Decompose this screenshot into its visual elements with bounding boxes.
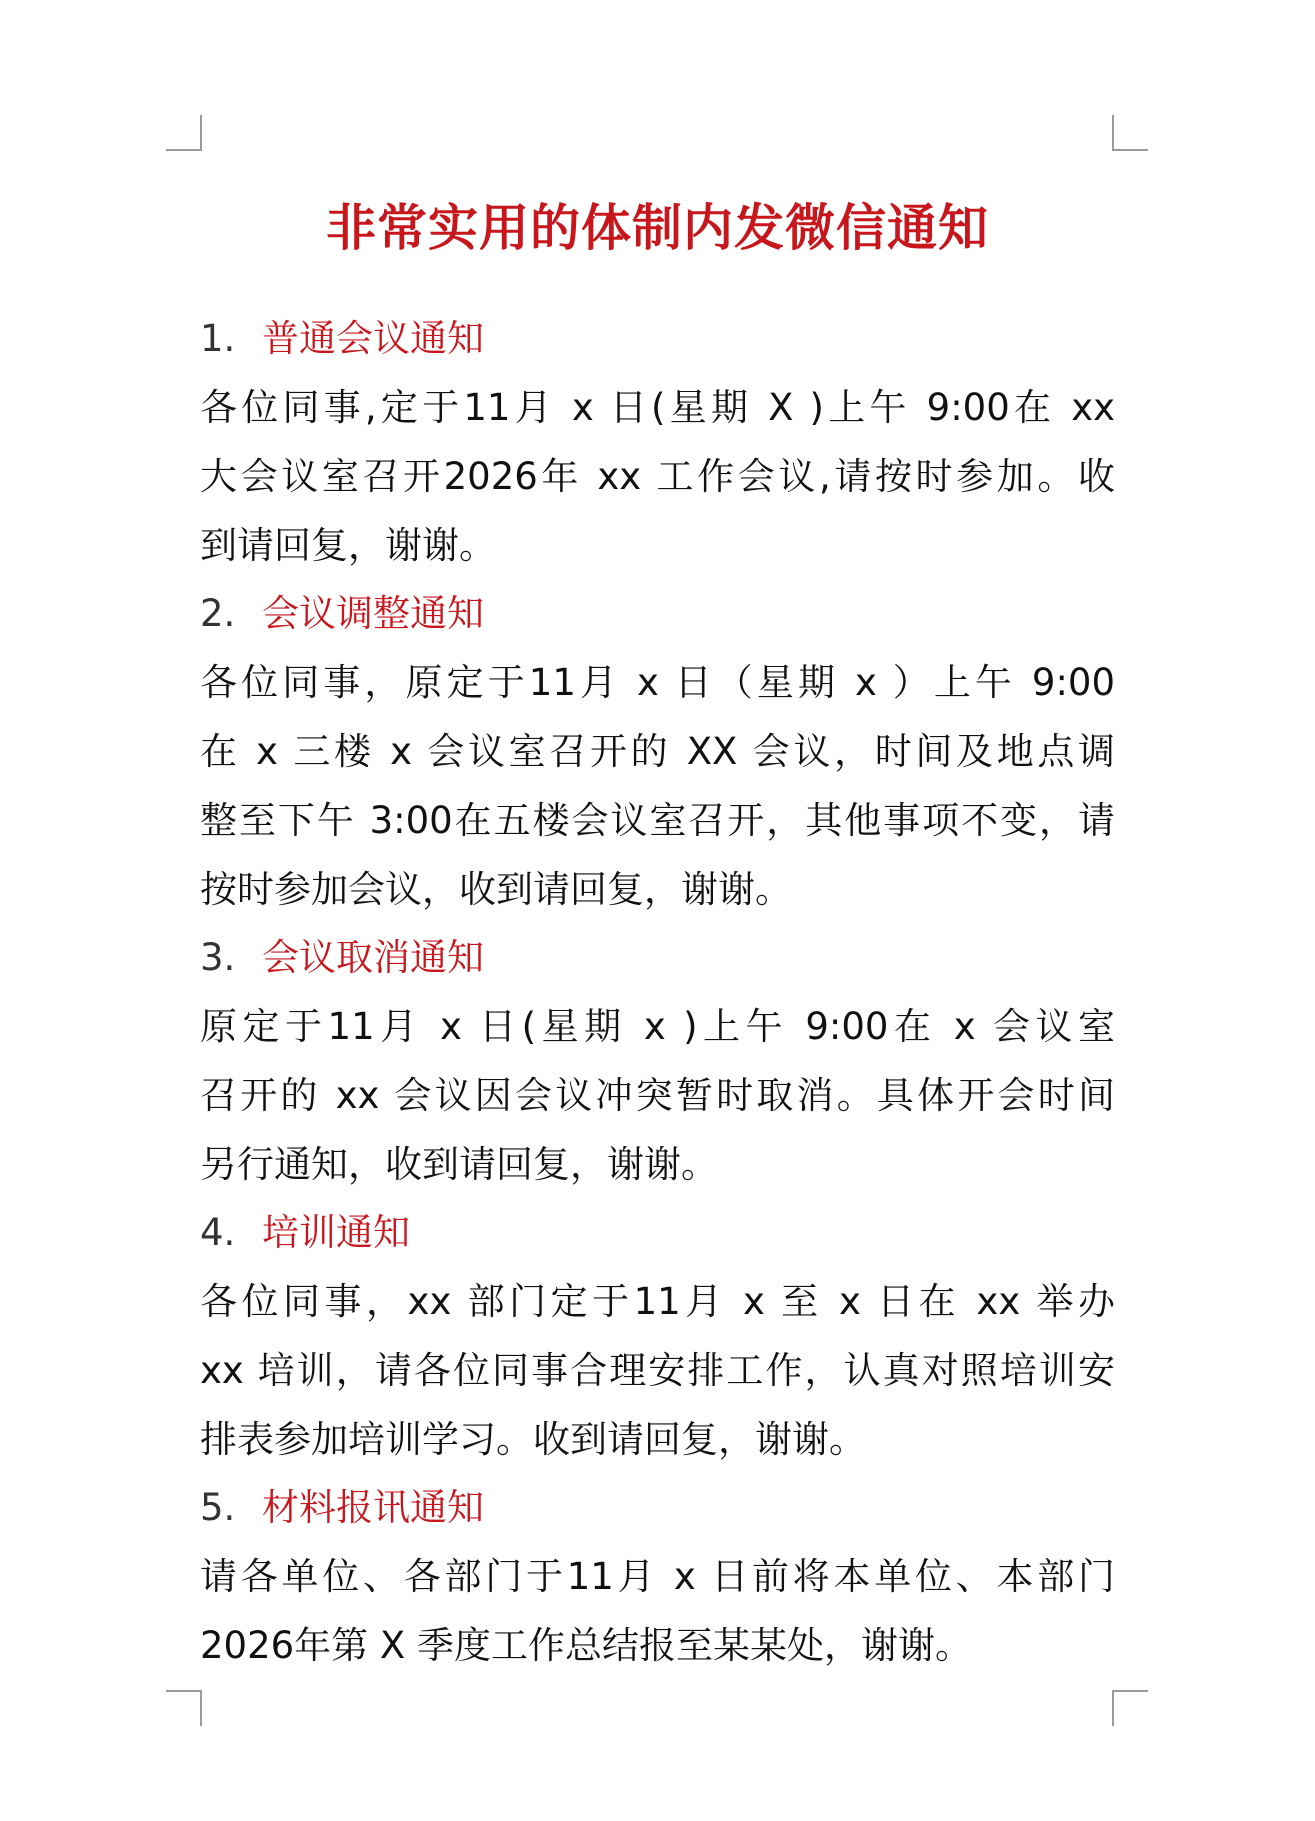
body-line: 2026年第 X 季度工作总结报至某某处，谢谢。 xyxy=(200,1624,973,1667)
section-number: 5. xyxy=(200,1486,236,1529)
body-line: 到请回复，谢谢。 xyxy=(200,524,496,567)
body-line: 召开的 xx 会议因会议冲突暂时取消。具体开会时间 xyxy=(200,1074,1115,1117)
section-label: 普通会议通知 xyxy=(262,317,484,360)
crop-mark-bottom-left xyxy=(166,1690,202,1726)
section-heading xyxy=(200,1474,1115,1542)
section-body xyxy=(200,992,1115,1199)
section-number: 4. xyxy=(200,1211,236,1254)
section-meeting-adjustment xyxy=(200,580,1115,924)
body-line: 在 x 三楼 x 会议室召开的 XX 会议，时间及地点调 xyxy=(200,730,1115,773)
body-line: 按时参加会议，收到请回复，谢谢。 xyxy=(200,868,792,911)
body-line: 排表参加培训学习。收到请回复，谢谢。 xyxy=(200,1418,866,1461)
body-line: 各位同事,定于11月 x 日(星期 X )上午 9:00在 xx xyxy=(200,386,1115,429)
crop-mark-top-left xyxy=(166,115,202,151)
section-heading xyxy=(200,580,1115,648)
body-line: 各位同事，原定于11月 x 日（星期 x ）上午 9:00 xyxy=(200,661,1115,704)
section-heading xyxy=(200,305,1115,373)
page-title: 非常实用的体制内发微信通知 xyxy=(326,199,989,257)
section-label: 培训通知 xyxy=(262,1211,410,1254)
section-number: 1. xyxy=(200,317,236,360)
section-number: 2. xyxy=(200,592,236,635)
section-regular-meeting xyxy=(200,305,1115,580)
section-label: 材料报讯通知 xyxy=(262,1486,484,1529)
section-number: 3. xyxy=(200,936,236,979)
section-heading xyxy=(200,1199,1115,1267)
section-heading xyxy=(200,924,1115,992)
section-label: 会议取消通知 xyxy=(262,936,484,979)
section-label: 会议调整通知 xyxy=(262,592,484,635)
section-body xyxy=(200,373,1115,580)
section-body xyxy=(200,1267,1115,1474)
body-line: 各位同事，xx 部门定于11月 x 至 x 日在 xx 举办 xyxy=(200,1280,1115,1323)
body-line: 整至下午 3:00在五楼会议室召开，其他事项不变，请 xyxy=(200,799,1115,842)
body-line: 大会议室召开2026年 xx 工作会议,请按时参加。收 xyxy=(200,455,1115,498)
section-training xyxy=(200,1199,1115,1474)
body-line: xx 培训，请各位同事合理安排工作，认真对照培训安 xyxy=(200,1349,1115,1392)
section-material-report xyxy=(200,1474,1115,1680)
body-line: 原定于11月 x 日(星期 x )上午 9:00在 x 会议室 xyxy=(200,1005,1115,1048)
crop-mark-bottom-right xyxy=(1112,1690,1148,1726)
section-body xyxy=(200,1542,1115,1680)
section-body xyxy=(200,648,1115,924)
body-line: 请各单位、各部门于11月 x 日前将本单位、本部门 xyxy=(200,1555,1115,1598)
section-meeting-cancellation xyxy=(200,924,1115,1199)
body-line: 另行通知，收到请回复，谢谢。 xyxy=(200,1143,718,1186)
crop-mark-top-right xyxy=(1112,115,1148,151)
notice-list xyxy=(200,305,1115,1680)
